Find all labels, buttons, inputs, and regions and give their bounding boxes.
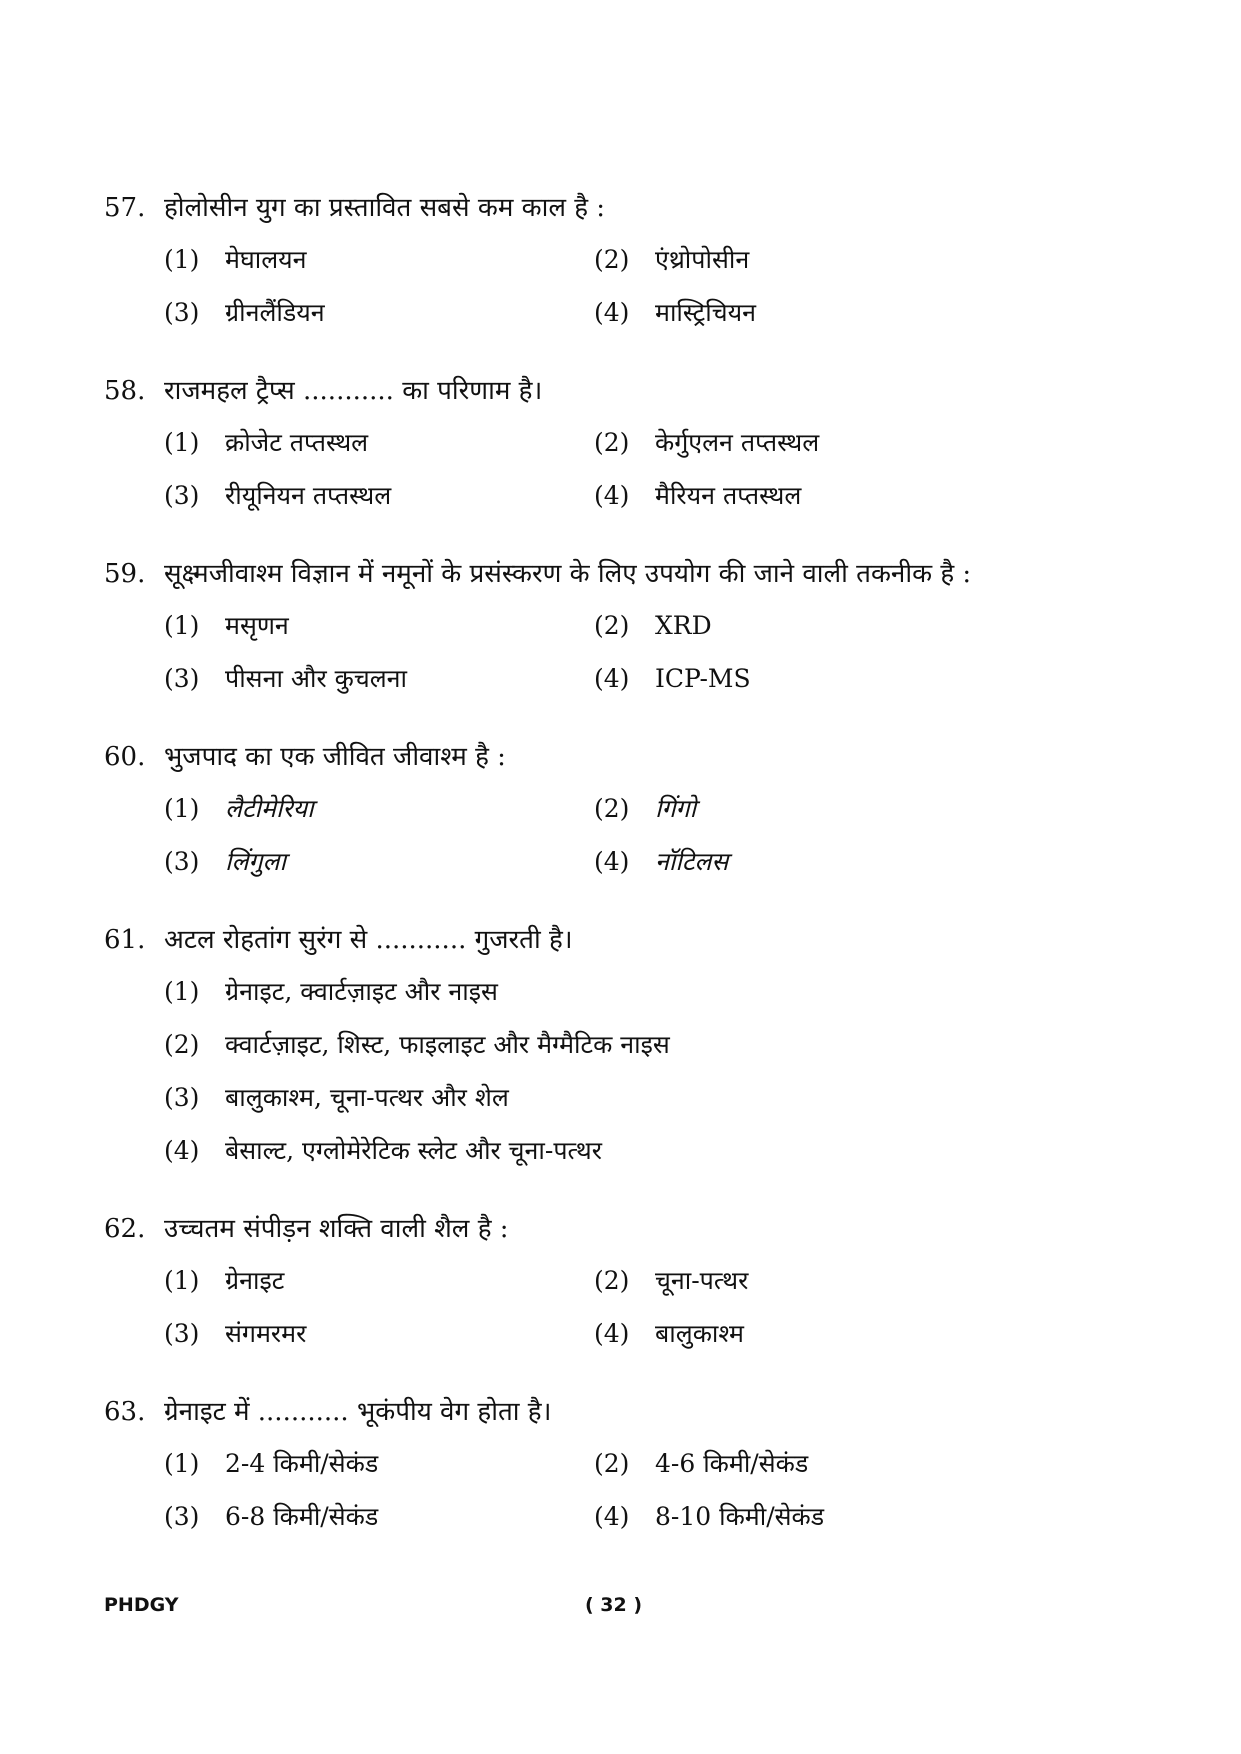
option-text: एंथ्रोपोसीन bbox=[655, 245, 750, 274]
option-text: पीसना और कुचलना bbox=[225, 664, 407, 693]
option-label: (3) bbox=[164, 481, 200, 510]
question-number: 62. bbox=[104, 1214, 146, 1244]
option-label: (1) bbox=[164, 245, 200, 274]
options bbox=[164, 792, 1104, 879]
question-text: ग्रेनाइट में ........... भूकंपीय वेग होता है। bbox=[164, 1397, 552, 1427]
option-label: (1) bbox=[164, 794, 200, 823]
question-number: 60. bbox=[104, 742, 146, 772]
option-3 bbox=[164, 1081, 1064, 1115]
option-label: (3) bbox=[164, 298, 200, 327]
option-text: गिंगो bbox=[655, 794, 697, 823]
option-2 bbox=[164, 1028, 1064, 1062]
question-number: 61. bbox=[104, 925, 146, 955]
option-text: मैरियन तप्तस्थल bbox=[655, 481, 802, 510]
question-57 bbox=[104, 191, 1104, 349]
option-4 bbox=[594, 1317, 1024, 1351]
option-label: (1) bbox=[164, 428, 200, 457]
option-text: नॉटिलस bbox=[655, 847, 729, 876]
option-label: (3) bbox=[164, 1083, 200, 1112]
option-label: (1) bbox=[164, 611, 200, 640]
question-text: भुजपाद का एक जीवित जीवाश्म है : bbox=[164, 742, 506, 772]
option-3 bbox=[164, 662, 594, 696]
option-label: (3) bbox=[164, 1502, 200, 1531]
option-label: (2) bbox=[594, 794, 630, 823]
question-60 bbox=[104, 740, 1104, 898]
option-4 bbox=[594, 296, 1024, 330]
option-label: (1) bbox=[164, 1266, 200, 1295]
option-text: लिंगुला bbox=[225, 847, 286, 876]
option-3 bbox=[164, 1317, 594, 1351]
option-label: (4) bbox=[594, 664, 630, 693]
option-text: बेसाल्ट, एग्लोमेरेटिक स्लेट और चूना-पत्थर bbox=[225, 1136, 602, 1165]
option-text: ग्रेनाइट, क्वार्टज़ाइट और नाइस bbox=[225, 977, 498, 1006]
option-label: (1) bbox=[164, 1449, 200, 1478]
option-3 bbox=[164, 479, 594, 513]
option-1 bbox=[164, 609, 594, 643]
option-3 bbox=[164, 1500, 594, 1534]
option-text: संगमरमर bbox=[225, 1319, 307, 1348]
option-4 bbox=[594, 662, 1024, 696]
question-62 bbox=[104, 1212, 1104, 1370]
question-number: 57. bbox=[104, 193, 146, 223]
option-text: ग्रीनलैंडियन bbox=[225, 298, 325, 327]
option-text: XRD bbox=[655, 611, 712, 640]
question-text: सूक्ष्मजीवाश्म विज्ञान में नमूनों के प्रसंस्करण के लिए उपयोग की जाने वाली तकनीक है : bbox=[164, 559, 972, 589]
option-2 bbox=[594, 792, 1024, 826]
question-number: 59. bbox=[104, 559, 146, 589]
option-label: (4) bbox=[594, 1502, 630, 1531]
option-label: (4) bbox=[594, 1319, 630, 1348]
option-label: (2) bbox=[594, 611, 630, 640]
option-label: (4) bbox=[594, 481, 630, 510]
option-2 bbox=[594, 609, 1024, 643]
option-4 bbox=[594, 845, 1024, 879]
option-4 bbox=[594, 479, 1024, 513]
option-text: मसृणन bbox=[225, 611, 289, 640]
question-61 bbox=[104, 923, 1104, 1187]
option-1 bbox=[164, 792, 594, 826]
option-2 bbox=[594, 243, 1024, 277]
option-text: ICP-MS bbox=[655, 664, 751, 693]
option-text: क्रोजेट तप्तस्थल bbox=[225, 428, 369, 457]
option-label: (1) bbox=[164, 977, 200, 1006]
option-label: (2) bbox=[594, 245, 630, 274]
option-4 bbox=[164, 1134, 1064, 1168]
option-1 bbox=[164, 1264, 594, 1298]
option-text: बालुकाश्म, चूना-पत्थर और शेल bbox=[225, 1083, 509, 1112]
option-1 bbox=[164, 426, 594, 460]
question-63 bbox=[104, 1395, 1104, 1553]
option-text: रीयूनियन तप्तस्थल bbox=[225, 481, 392, 510]
question-58 bbox=[104, 374, 1104, 532]
option-text: मेघालयन bbox=[225, 245, 307, 274]
page-number: ( 32 ) bbox=[585, 1594, 643, 1616]
options bbox=[164, 243, 1104, 330]
option-label: (3) bbox=[164, 664, 200, 693]
option-text: 2-4 किमी/सेकंड bbox=[225, 1449, 379, 1478]
option-text: ग्रेनाइट bbox=[225, 1266, 285, 1295]
option-text: 6-8 किमी/सेकंड bbox=[225, 1502, 379, 1531]
question-number: 63. bbox=[104, 1397, 146, 1427]
option-text: मास्ट्रिचियन bbox=[655, 298, 756, 327]
question-text: उच्चतम संपीड़न शक्ति वाली शैल है : bbox=[164, 1214, 509, 1244]
option-label: (4) bbox=[594, 847, 630, 876]
option-label: (3) bbox=[164, 847, 200, 876]
option-label: (4) bbox=[164, 1136, 200, 1165]
option-3 bbox=[164, 296, 594, 330]
option-label: (2) bbox=[594, 1266, 630, 1295]
option-2 bbox=[594, 426, 1024, 460]
option-text: क्वार्टज़ाइट, शिस्ट, फाइलाइट और मैग्मैटिक नाइस bbox=[225, 1030, 670, 1059]
options bbox=[164, 1264, 1104, 1351]
option-text: चूना-पत्थर bbox=[655, 1266, 749, 1295]
option-label: (2) bbox=[594, 1449, 630, 1478]
option-1 bbox=[164, 975, 1064, 1009]
question-59 bbox=[104, 557, 1104, 715]
option-text: लैटीमेरिया bbox=[225, 794, 314, 823]
option-label: (4) bbox=[594, 298, 630, 327]
option-2 bbox=[594, 1447, 1024, 1481]
option-label: (2) bbox=[164, 1030, 200, 1059]
question-text: अटल रोहतांग सुरंग से ........... गुजरती है। bbox=[164, 925, 573, 955]
option-1 bbox=[164, 1447, 594, 1481]
option-text: 4-6 किमी/सेकंड bbox=[655, 1449, 809, 1478]
option-4 bbox=[594, 1500, 1024, 1534]
question-text: राजमहल ट्रैप्स ........... का परिणाम है। bbox=[164, 376, 543, 406]
option-text: 8-10 किमी/सेकंड bbox=[655, 1502, 825, 1531]
paper-code: PHDGY bbox=[104, 1594, 179, 1616]
options bbox=[164, 1447, 1104, 1534]
option-label: (3) bbox=[164, 1319, 200, 1348]
option-text: केर्गुएलन तप्तस्थल bbox=[655, 428, 820, 457]
options bbox=[164, 975, 1104, 1168]
option-label: (2) bbox=[594, 428, 630, 457]
option-2 bbox=[594, 1264, 1024, 1298]
options bbox=[164, 609, 1104, 696]
question-number: 58. bbox=[104, 376, 146, 406]
options bbox=[164, 426, 1104, 513]
option-3 bbox=[164, 845, 594, 879]
option-text: बालुकाश्म bbox=[655, 1319, 744, 1348]
option-1 bbox=[164, 243, 594, 277]
question-text: होलोसीन युग का प्रस्तावित सबसे कम काल है : bbox=[164, 193, 606, 223]
